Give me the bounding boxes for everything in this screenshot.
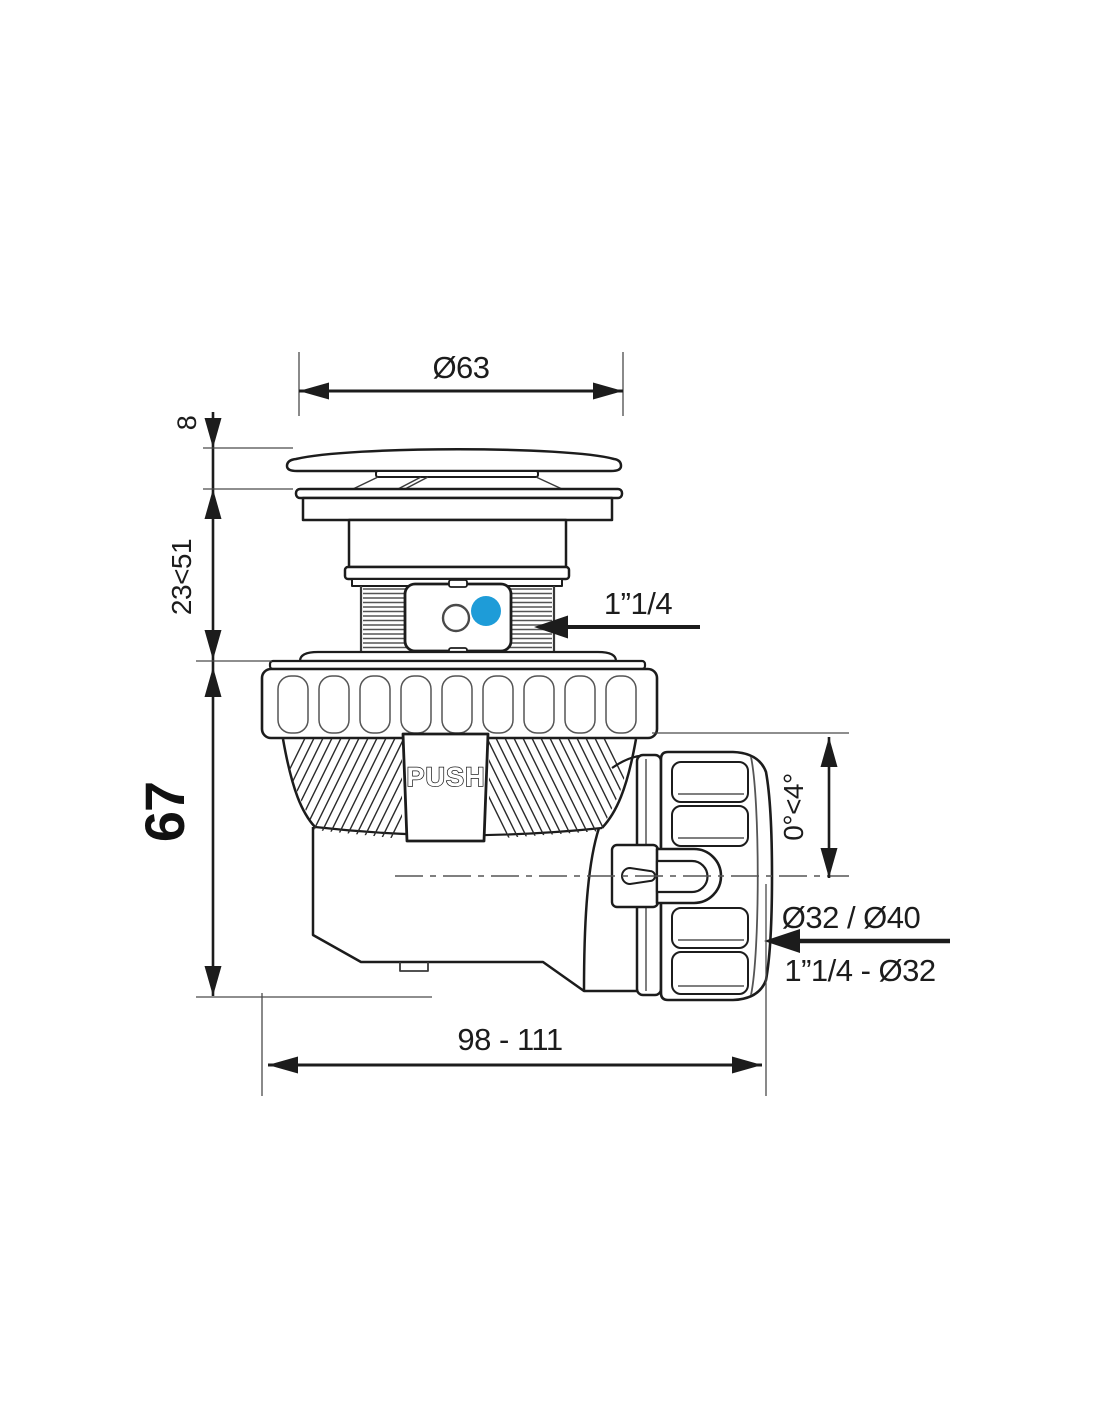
lock-box (405, 580, 511, 655)
cap-diameter-label: Ø63 (432, 350, 490, 385)
cap-supports (353, 477, 562, 489)
dim-inlet-thread (534, 586, 700, 639)
cap-underplate (376, 471, 538, 477)
ring-nut (262, 652, 657, 738)
indicator-hole (443, 605, 469, 631)
dim-cap-diameter (299, 350, 623, 416)
angle-label: 0°<4° (778, 773, 809, 841)
cap-dome (287, 449, 621, 471)
flange-rim (296, 489, 622, 498)
fixture-body (250, 449, 849, 1000)
blue-indicator-dot (471, 596, 501, 626)
body-height-label: 67 (133, 781, 196, 843)
flange-body (303, 498, 612, 520)
inlet-thread-label: 1”1/4 (603, 586, 673, 621)
cap-height-label: 8 (172, 415, 202, 431)
dim-outlet (764, 900, 950, 988)
outlet-diameters-label: Ø32 / Ø40 (781, 900, 921, 935)
push-button (403, 734, 488, 841)
upper-block (349, 520, 566, 567)
overall-length-label: 98 - 111 (457, 1022, 563, 1057)
outlet-adapter-label: 1”1/4 - Ø32 (784, 953, 936, 988)
push-label: PUSH (406, 762, 486, 792)
install-height-label: 23<51 (166, 538, 197, 616)
upper-band (345, 567, 569, 579)
